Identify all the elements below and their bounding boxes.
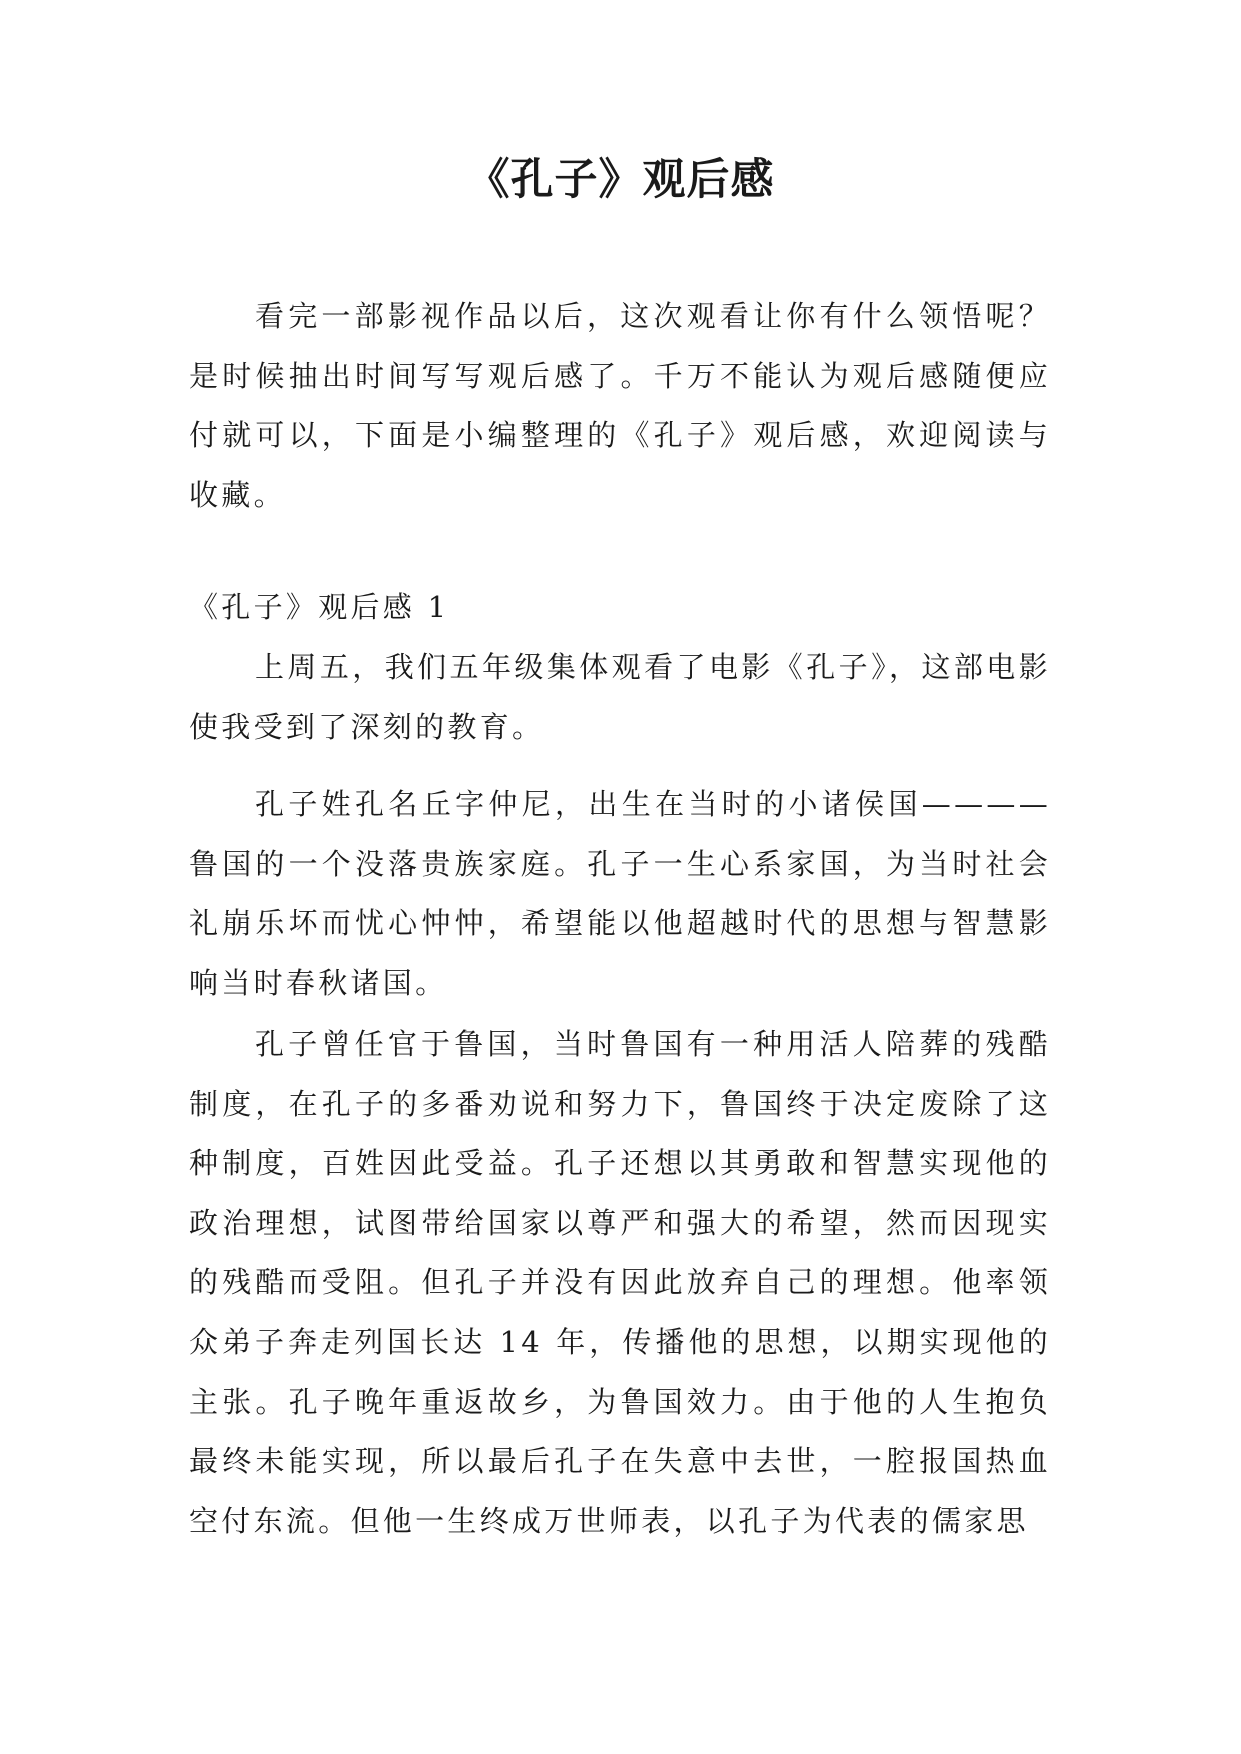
body-paragraph-1: 上周五，我们五年级集体观看了电影《孔子》，这部电影使我受到了深刻的教育。: [189, 650, 1051, 744]
body-paragraph-2: 孔子姓孔名丘字仲尼，出生在当时的小诸侯国————鲁国的一个没落贵族家庭。孔子一生心系家国，为当时社会礼崩乐坏而忧心忡忡，希望能以他超越时代的思想与智慧影响当时春秋诸国。: [189, 787, 1051, 1000]
body-paragraph-3: 孔子曾任官于鲁国，当时鲁国有一种用活人陪葬的残酷制度，在孔子的多番劝说和努力下，鲁国终于决定废除了这种制度，百姓因此受益。孔子还想以其勇敢和智慧实现他的政治理想，试图带给国家以尊严和强大的希望，然而因现实的残酷而受阻。但孔子并没有因此放弃自己的理想。他率领众弟子奔走列国长达 14 年，传播他的思想，以期实现他的主张。孔子晚年重返故乡，为鲁国效力。由于他的人生抱负最终未能实现，所以最后孔子在失意中去世，一腔报国热血空付东流。但他一生终成万世师表，以孔子为代表的儒家思: [189, 1027, 1051, 1538]
intro-paragraph: 看完一部影视作品以后，这次观看让你有什么领悟呢？是时候抽出时间写写观后感了。千万不能认为观后感随便应付就可以，下面是小编整理的《孔子》观后感，欢迎阅读与收藏。: [189, 299, 1051, 512]
document-title: 《孔子》观后感: [466, 155, 775, 205]
section-heading: 《孔子》观后感 1: [189, 590, 450, 624]
